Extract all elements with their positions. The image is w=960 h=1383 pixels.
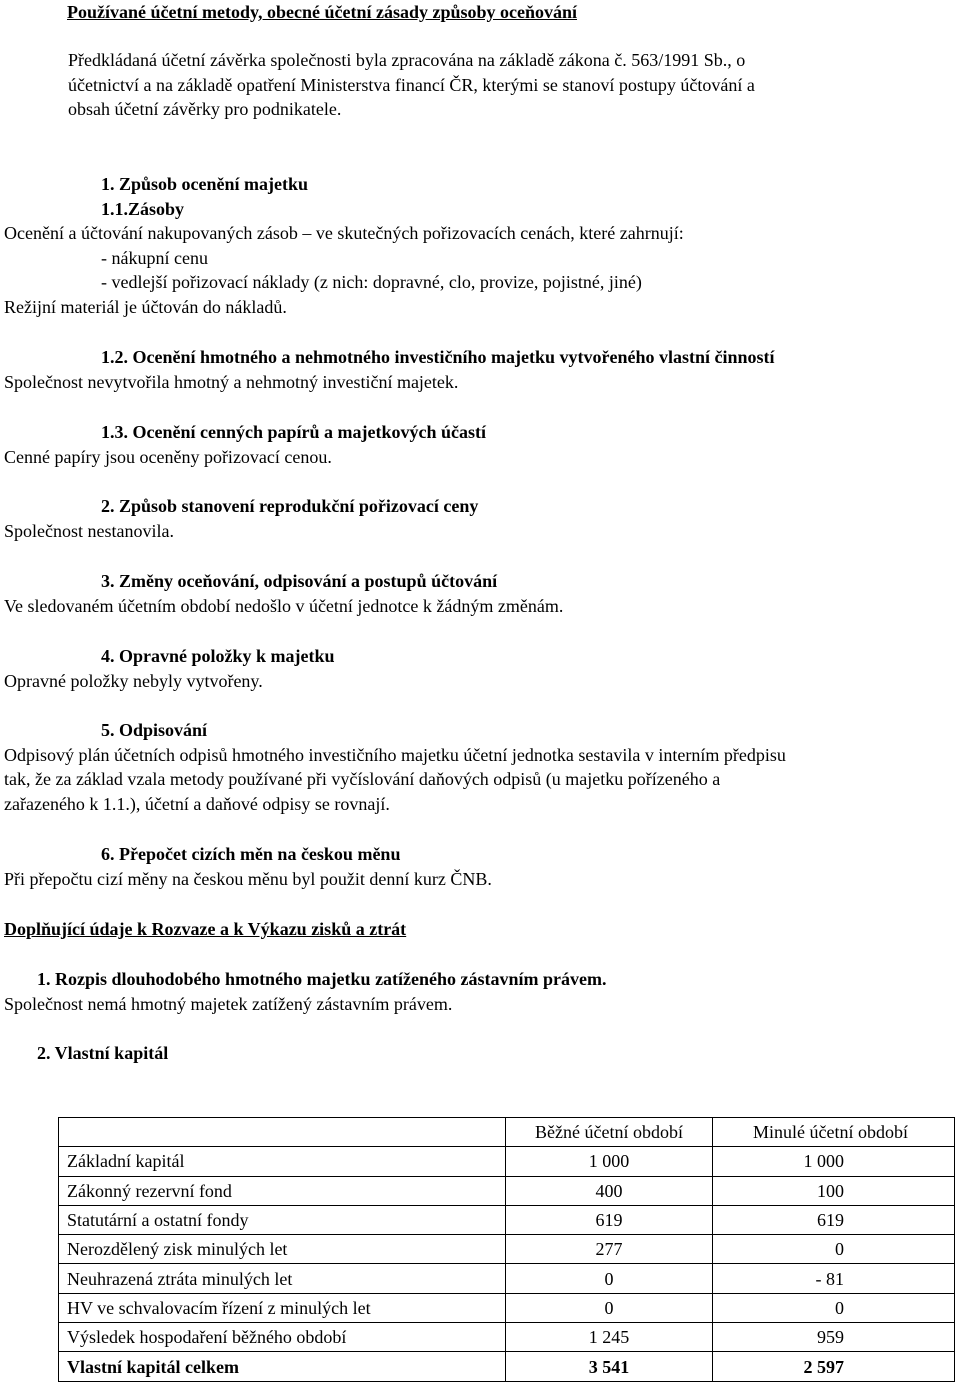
text-d1: Společnost nemá hmotný majetek zatížený zástavním právem. [4, 994, 453, 1014]
row-current: 619 [595, 1210, 623, 1231]
row-previous: 959 [713, 1323, 955, 1352]
heading-2: 2. Způsob stanovení reprodukční pořizovací ceny [101, 496, 479, 516]
table-header-cell [59, 1118, 506, 1147]
heading-d2: 2. Vlastní kapitál [37, 1043, 169, 1063]
row-previous: 0 [713, 1293, 955, 1322]
row-label: Statutární a ostatní fondy [59, 1205, 506, 1234]
heading-6: 6. Přepočet cizích měn na českou měnu [101, 844, 401, 864]
table-row [59, 1323, 955, 1352]
row-label: Výsledek hospodaření běžného období [59, 1323, 506, 1352]
equity-table [58, 1117, 955, 1382]
heading-1-3: 1.3. Ocenění cenných papírů a majetkových účastí [101, 422, 486, 442]
heading-4: 4. Opravné položky k majetku [101, 646, 335, 666]
table-row [59, 1176, 955, 1205]
supplementary-title: Doplňující údaje k Rozvaze a k Výkazu zisků a ztrát [4, 919, 407, 939]
intro-line-2: účetnictví a na základě opatření Ministerstva financí ČR, kterými se stanoví postupy účtování a [68, 75, 755, 95]
row-current: 1 000 [588, 1151, 630, 1172]
total-previous: 2 597 [713, 1352, 955, 1381]
zasoby-line-3: - vedlejší pořizovací náklady (z nich: dopravné, clo, provize, pojistné, jiné) [101, 272, 642, 292]
zasoby-line-4: Režijní materiál je účtován do nákladů. [4, 297, 287, 317]
text-3: Ve sledovaném účetním období nedošlo v účetní jednotce k žádným změnám. [4, 596, 564, 616]
row-previous: - 81 [713, 1264, 955, 1293]
row-current: 0 [604, 1297, 614, 1318]
zasoby-line-2: - nákupní cenu [101, 248, 208, 268]
zasoby-line-1: Ocenění a účtování nakupovaných zásob – ve skutečných pořizovacích cenách, které zahrnují: [4, 223, 684, 243]
text-1-3: Cenné papíry jsou oceněny pořizovací cenou. [4, 447, 332, 467]
row-current: 1 245 [588, 1327, 630, 1348]
text-4: Opravné položky nebyly vytvořeny. [4, 671, 263, 691]
table-total-row [59, 1352, 955, 1381]
row-label: Neuhrazená ztráta minulých let [59, 1264, 506, 1293]
row-previous: 1 000 [713, 1147, 955, 1176]
table-row [59, 1264, 955, 1293]
heading-3: 3. Změny oceňování, odpisování a postupů účtování [101, 571, 498, 591]
table-row [59, 1235, 955, 1264]
table-row [59, 1147, 955, 1176]
row-current: 400 [595, 1180, 623, 1201]
heading-1-1: 1.1.Zásoby [101, 199, 185, 219]
row-label: Základní kapitál [59, 1147, 506, 1176]
row-previous: 0 [713, 1235, 955, 1264]
intro-line-3: obsah účetní závěrky pro podnikatele. [68, 99, 342, 119]
row-label: HV ve schvalovacím řízení z minulých let [59, 1293, 506, 1322]
section-title: Používané účetní metody, obecné účetní zásady způsoby oceňování [67, 2, 578, 22]
text-5-line-3: zařazeného k 1.1.), účetní a daňové odpisy se rovnají. [4, 794, 390, 814]
text-1-2: Společnost nevytvořila hmotný a nehmotný investiční majetek. [4, 372, 459, 392]
row-previous: 619 [713, 1205, 955, 1234]
row-label: Nerozdělený zisk minulých let [59, 1235, 506, 1264]
text-5-line-2: tak, že za základ vzala metody používané při vyčíslování daňových odpisů (u majetku pořízeného a [4, 769, 721, 789]
heading-d1: 1. Rozpis dlouhodobého hmotného majetku zatíženého zástavním právem. [37, 969, 607, 989]
row-previous: 100 [713, 1176, 955, 1205]
row-current: 0 [604, 1268, 614, 1289]
table-header-row [59, 1118, 955, 1147]
table-header-previous: Minulé účetní období [713, 1118, 955, 1147]
total-current: 3 541 [588, 1356, 630, 1377]
table-header-current: Běžné účetní období [506, 1118, 713, 1147]
row-current: 277 [595, 1239, 623, 1260]
text-2: Společnost nestanovila. [4, 521, 174, 541]
table-row [59, 1205, 955, 1234]
row-label: Zákonný rezervní fond [59, 1176, 506, 1205]
intro-line-1: Předkládaná účetní závěrka společnosti byla zpracována na základě zákona č. 563/1991 Sb., o [68, 50, 746, 70]
heading-5: 5. Odpisování [101, 720, 208, 740]
total-label: Vlastní kapitál celkem [59, 1352, 506, 1381]
text-6: Při přepočtu cizí měny na českou měnu byl použit denní kurz ČNB. [4, 869, 492, 889]
table-row [59, 1293, 955, 1322]
text-5-line-1: Odpisový plán účetních odpisů hmotného investičního majetku účetní jednotka sestavila v interním předpisu [4, 745, 786, 765]
heading-1-2: 1.2. Ocenění hmotného a nehmotného investičního majetku vytvořeného vlastní činností [101, 347, 775, 367]
heading-1: 1. Způsob ocenění majetku [101, 174, 309, 194]
